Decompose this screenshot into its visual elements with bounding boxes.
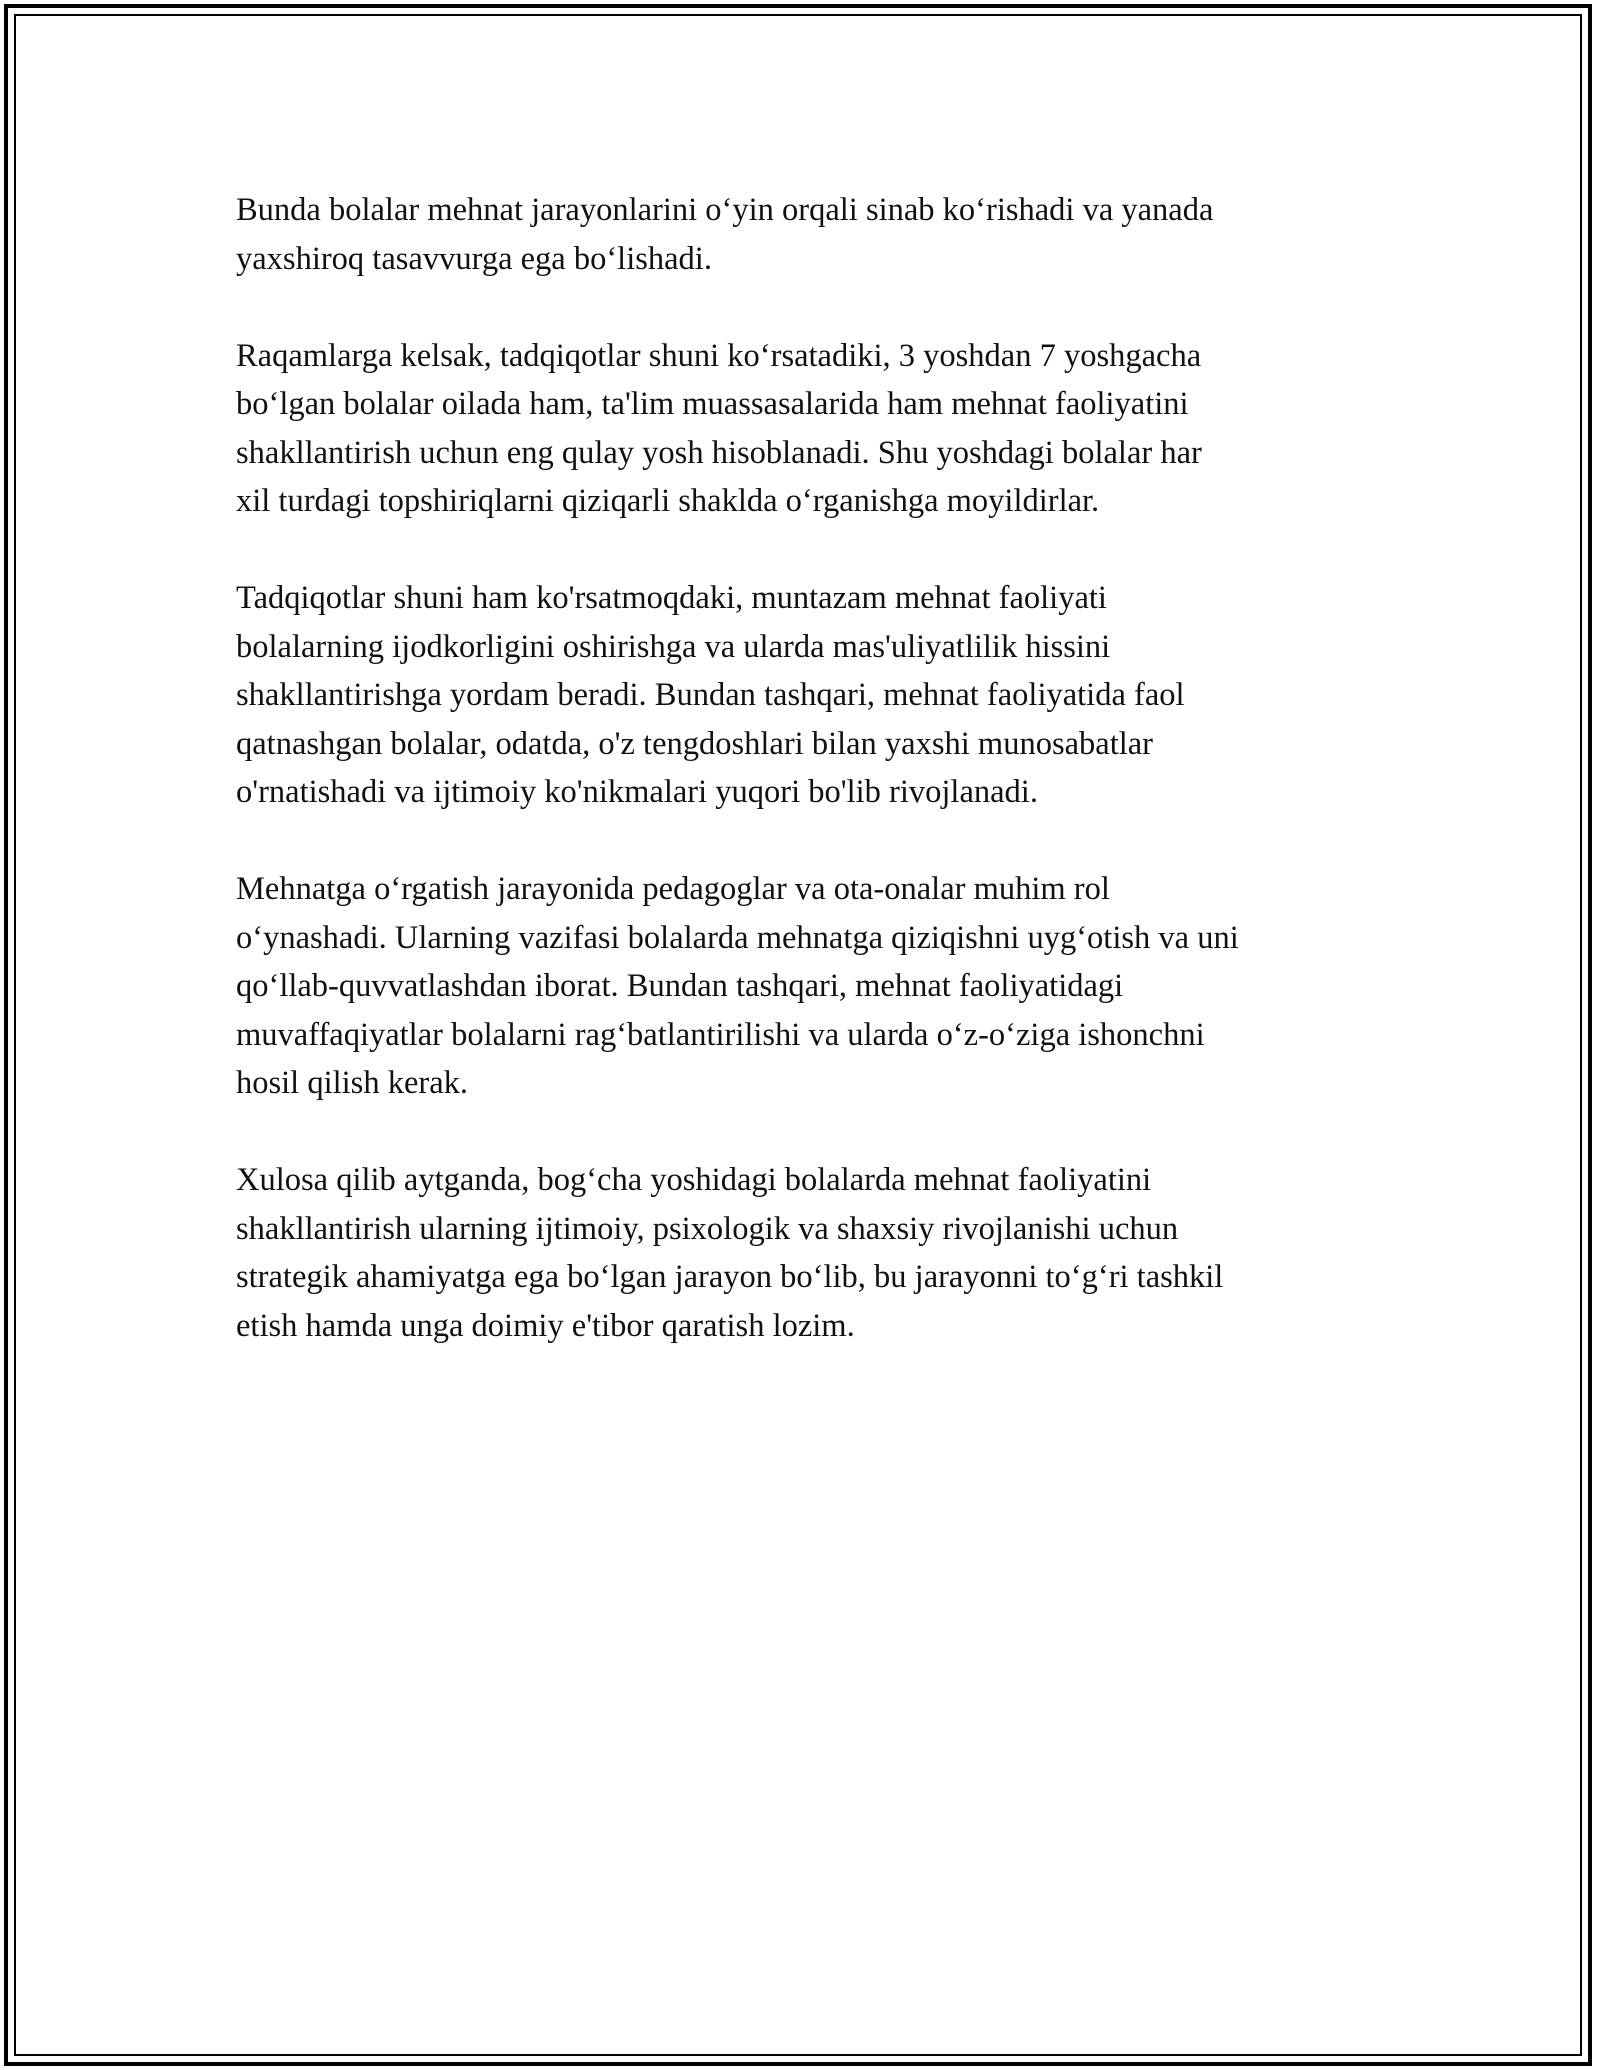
paragraph-4: Mehnatga o‘rgatish jarayonida pedagoglar va ota-onalar muhim rol o‘ynashadi. Ularning vazifasi bolalarda mehnatga qiziqishni uyg‘otish va uni qo‘llab-quvvatlashdan iborat. Bundan tashqari, mehnat faoliyatidagi muvaffaqiyatlar bolalarni rag‘batlantirilishi va ularda o‘z-o‘ziga ishonchni hosil qilish kerak. [236, 871, 1239, 1101]
document-body [236, 186, 1376, 1399]
paragraph-2: Raqamlarga kelsak, tadqiqotlar shuni ko‘rsatadiki, 3 yoshdan 7 yoshgacha bo‘lgan bolalar oilada ham, ta'lim muassasalarida ham mehnat faoliyatini shakllantirish uchun eng qulay yosh hisoblanadi. Shu yoshdagi bolalar har xil turdagi topshiriqlarni qiziqarli shaklda o‘rganishga moyildirlar. [236, 337, 1202, 519]
paragraph-1: Bunda bolalar mehnat jarayonlarini o‘yin orqali sinab ko‘rishadi va yanada yaxshiroq tasavvurga ega bo‘lishadi. [236, 192, 1214, 277]
paragraph-3: Tadqiqotlar shuni ham ko'rsatmoqdaki, muntazam mehnat faoliyati bolalarning ijodkorligini oshirishga va ularda mas'uliyatlilik hissini shakllantirishga yordam beradi. Bundan tashqari, mehnat faoliyatida faol qatnashgan bolalar, odatda, o'z tengdoshlari bilan yaxshi munosabatlar o'rnatishadi va ijtimoiy ko'nikmalari yuqori bo'lib rivojlanadi. [236, 580, 1185, 810]
paragraph-5: Xulosa qilib aytganda, bog‘cha yoshidagi bolalarda mehnat faoliyatini shakllantirish ularning ijtimoiy, psixologik va shaxsiy rivojlanishi uchun strategik ahamiyatga ega bo‘lgan jarayon bo‘lib, bu jarayonni to‘g‘ri tashkil etish hamda unga doimiy e'tibor qaratish lozim. [236, 1162, 1224, 1344]
